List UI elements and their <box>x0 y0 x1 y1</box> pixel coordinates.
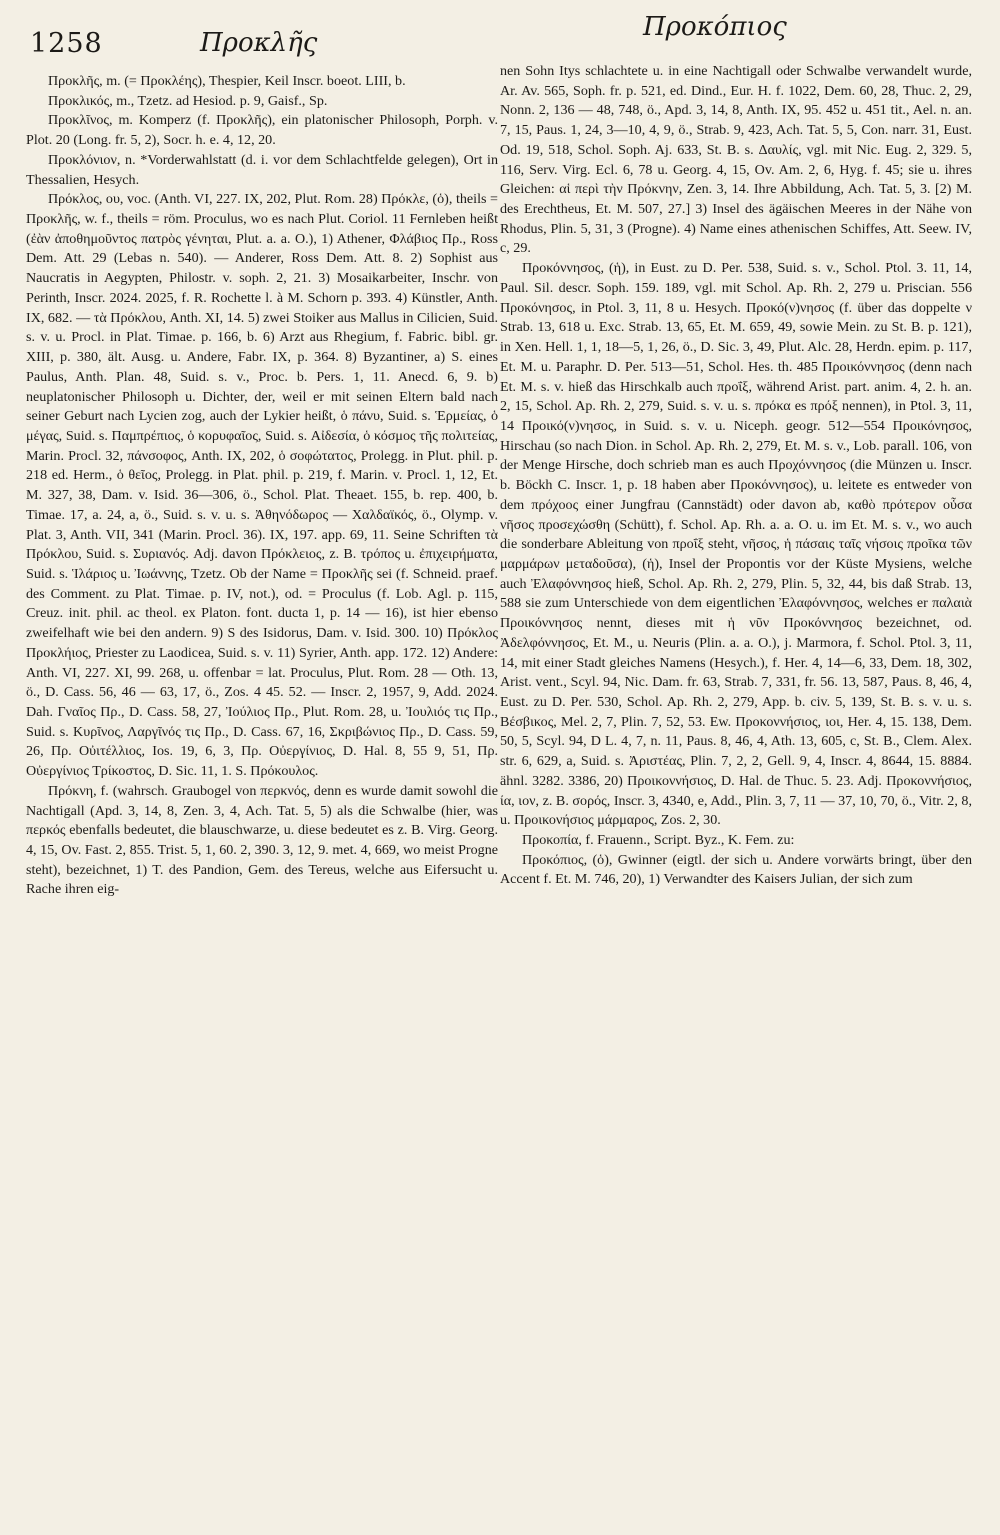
entry-proklis: Προκλῆς, m. (= Προκλέης), Thespier, Keil Inscr. boeot. LIII, b. <box>48 73 406 89</box>
left-column <box>26 72 498 900</box>
entry-prokne: Πρόκνη, f. (wahrsch. Graubogel von περκνός, denn es wurde damit sowohl die Nachtigall (Apd. 3, 14, 8, Zen. 3, 4, Ach. Tat. 5, 5) als die Schwalbe (hier, was περκός ebenfalls bedeutet, die blauschwarze, u. diese bedeutet es z. B. Virg. Georg. 4, 15, Ov. Fast. 2, 855. Trist. 5, 1, 60. 2, 390. 3, 12, 9. met. 4, 669, wo meist Progne steht), bezeichnet, 1) T. des Pandion, Gem. des Tereus, welche aus Eifersucht u. Rache ihren eig- <box>26 782 498 898</box>
right-column <box>500 62 972 890</box>
entry-prokne-continued: nen Sohn Itys schlachtete u. in eine Nachtigall oder Schwalbe verwandelt wurde, Ar. Av. 565, Soph. fr. p. 521, ed. Dind., Eur. H. f. 1022, Dem. 60, 28, Thuc. 2, 29, Nonn. 2, 136 — 48, 748, ö., Apd. 3, 14, 8, Anth. IX, 95. 452 u. 451 tit., Ael. n. an. 7, 15, Paus. 1, 24, 3—10, 4, 9, ö., Strab. 9, 423, Ach. Tat. 5, 5, Con. narr. 31, Eust. Od. 19, 518, Schol. Soph. Aj. 633, St. B. s. Δαυλίς, vgl. mit Nic. Eug. 2, 329. 5, 116, Serv. Virg. Ecl. 6, 78 u. Georg. 4, 15, Ov. Am. 2, 6, Hyg. f. 45; sie u. ihres Gleichen: αἱ περὶ τὴν Πρόκνην, Zen. 3, 14. Ihre Abbildung, Ach. Tat. 5, 3. [2) M. des Erechtheus, Et. M. 507, 27.] 3) Insel des ägäischen Meeres in der Nähe von Rhodus, Plin. 5, 31, 3 (Progne). 4) Name eines athenischen Schiffes, Att. Seew. IV, c, 29. <box>500 63 972 257</box>
entry-proklinos: Προκλῖνος, m. Komperz (f. Προκλῆς), ein platonischer Philosoph, Porph. v. Plot. 20 (Long. fr. 5, 2), Socr. h. e. 4, 12, 20. <box>26 112 498 149</box>
entry-prokopios: Προκόπιος, (ὁ), Gwinner (eigtl. der sich u. Andere vorwärts bringt, über den Accent f. Et. M. 746, 20), 1) Verwandter des Kaisers Julian, der sich zum <box>500 851 972 888</box>
page-header <box>0 12 1000 68</box>
entry-proklonion: Προκλόνιον, n. *Vorderwahlstatt (d. i. vor dem Schlachtfelde gelegen), Ort in Thessalien, Hesych. <box>26 151 498 188</box>
entry-proklos: Πρόκλος, ου, voc. (Anth. VI, 227. IX, 202, Plut. Rom. 28) Πρόκλε, (ὁ), theils = Προκλῆς, w. f., theils = röm. Proculus, wo es nach Plut. Coriol. 11 Fernleben heißt (ἐὰν ἀποθημοῦντος πατρὸς γένηται, Plut. a. a. O.), 1) Athener, Φλάβιος Πρ., Ross Dem. Att. 29 (Lebas n. 540). — Anderer, Ross Dem. Att. 8. 2) Sophist aus Naucratis in Aegypten, Philostr. v. soph. 2, 21. 3) Mosaikarbeiter, Inschr. von Perinth, Inscr. 2024. 2025, f. R. Rochette l. à M. Schorn p. 393. 4) Künstler, Anth. IX, 682. — τὰ Πρόκλου, Anth. XI, 14. 5) zwei Stoiker aus Mallus in Cilicien, Suid. s. v. u. Procl. in Plat. Timae. p. 166, b. 6) Arzt aus Rhegium, f. Fabric. bibl. gr. XIII, p. 380, ält. Ausg. u. Andere, Fabr. IX, p. 364. 8) Byzantiner, a) S. eines Paulus, Anth. Plan. 48, Suid. s. v., Proc. b. Pers. 1, 11. Anecd. 6, 9. b) neuplatonischer Philosoph u. Dichter, der, weil er mit seinen Eltern bald nach seiner Geburt nach Lycien zog, auch der Lykier heißt, ὁ πάνυ, Suid. s. Ἑρμείας, ὁ μέγας, Suid. s. Παμπρέπιος, ὁ κορυφαῖος, Suid. s. Αἰδεσία, ὁ κόσμος τῆς πολιτείας, Marin. Procl. 32, πάνσοφος, Anth. IX, 202, ὁ σοφώτατος, Prolegg. in Plut. phil. p. 218 ed. Herm., ὁ θεῖος, Prolegg. in Plat. phil. p. 219, f. Marin. v. Procl. 1, 12, Et. M. 327, 38, Dam. v. Isid. 36—306, ö., Schol. Plat. Theaet. 155, b. rep. 400, b. Timae. 17, a. 24, a, ö., Suid. s. v. u. s. Ἀθηνόδωρος — Χαλδαϊκός, ö., Olymp. v. Plat. 3, Anth. VII, 341 (Marin. Procl. 36). IX, 197. app. 69, 11. Seine Schriften τὰ Πρόκλου, Suid. s. Συριανός. Adj. davon Πρόκλειος, z. B. τρόπος u. ἐπιχειρήματα, Suid. s. Ἱλάριος u. Ἰωάννης, Tzetz. Ob der Name = Προκλῆς sei (f. Schneid. praef. des Comment. zu Plat. Timae. p. IV, not.), od. = Proculus (f. Lob. Agl. p. 115, Creuz. init. phil. ac theol. ex Platon. font. ducta 1, p. 14 — 16), ist hier ebenso zweifelhaft wie bei den andern. 9) S des Isidorus, Dam. v. Isid. 300. 10) Πρόκλος Προκλήιος, Priester zu Laodicea, Suid. s. v. 11) Syrier, Anth. app. 172. 12) Andere: Anth. VI, 227. XI, 99. 268, u. offenbar = lat. Proculus, Plut. Rom. 28 — Oth. 13, ö., D. Cass. 56, 46 — 63, 17, ö., Zos. 4 45. 52. — Inscr. 2, 1957, 9, Add. 2024. Dah. Γναῖος Πρ., D. Cass. 58, 27, Ἰούλιος Πρ., Plut. Rom. 28, u. Ἰουλιός τις Πρ., Suid. s. Κυρῖνος, Λαργῖνός τις Πρ., D. Cass. 67, 16, Σκριβώνιος Πρ., D. Cass. 59, 26, Πρ. Οὐιτέλλιος, Ios. 19, 6, 3, Πρ. Οὐεργίνιος, D. Hal. 8, 55 9, 51, Πρ. Οὐεργίνιος Τρίκοστος, D. Sic. 11, 1. S. Πρόκουλος. <box>26 191 498 780</box>
entry-prokopia: Προκοπία, f. Frauenn., Script. Byz., K. Fem. zu: <box>522 832 795 849</box>
right-running-head: Προκόπιος <box>643 12 787 42</box>
entry-proklikos: Προκλικός, m., Tzetz. ad Hesiod. p. 9, Gaisf., Sp. <box>48 92 328 109</box>
column-gutter <box>487 72 488 1512</box>
page-number: 1258 <box>30 28 103 59</box>
entry-prokonnesos: Προκόννησος, (ἡ), in Eust. zu D. Per. 538, Suid. s. v., Schol. Ptol. 3. 11, 14, Paul. Sil. descr. Soph. 159. 189, vgl. mit Schol. Ap. Rh. 2, 279 u. Priscian. 556 Προκόνησος, in Ptol. 3, 11, 8 u. Hesych. Προκό(ν)νησος (f. über das doppelte ν Strab. 13, 618 u. Exc. Strab. 13, 65, Et. M. 659, 49, sowie Mein. zu St. B. p. 121), in Xen. Hell. 1, 1, 18—5, 1, 26, ö., D. Sic. 3, 49, Plut. Alc. 28, Herdn. epim. p. 117, Et. M. u. Paraphr. D. Per. 513—51, Schol. Hes. th. 485 Προικόννησος (denn nach Et. M. s. v. hieß das Hirschkalb auch προΐξ, während Arist. part. anim. 4, 2. h. an. 2, 15, Schol. Ap. Rh. 2, 279, Suid. s. v. u. s. πρόκα es πρόξ nennen), in Ptol. 3, 11, 14 Προικό(ν)νησος, in Suid. s. v. u. Niceph. geogr. 512—554 Προικόνησος, Hirschau (so nach Dion. in Schol. Ap. Rh. 2, 279, Et. M. s. v., Lob. parall. 106, von der Menge Hirsche, doch schrieb man es auch Προχόννησος (die Münzen u. Inscr. b. Böckh C. Inscr. 1, p. 18 haben aber Προκόννησος), u. leitete es entweder von dem πρόχοος einer Jungfrau (Cannstädt) oder davon ab, καθὸ πρότερον οὖσα νῆσος προσεχώσθη (Schütt), f. Schol. Ap. Rh. a. a. O. u. im Et. M. s. v., wo auch die sonderbare Ableitung von προΐξ steht, νῆσος, ἡ πάσαις ταῖς νήσοις προῖκα τῶν μαρμάρων μεταδοῦσα), (ἡ), Insel der Propontis vor der Küste Mysiens, welche auch Ἐλαφόννησος hieß, Schol. Ap. Rh. 2, 279, Plin. 5, 32, 44, bis daß Strab. 13, 588 sie zum Unterschiede von dem eigentlichen Ἐλαφόννησος, welches er παλαιὰ Προικόννησος nennt, dieses mit ἡ νῦν Προκόννησος bezeichnet, od. Ἀδελφόννησος, Et. M., u. Neuris (Plin. a. a. O.), j. Marmora, f. Schol. Ptol. 3, 11, 14, mit einer Stadt gleiches Namens (Hesych.), f. Her. 4, 14—6, 33, Dem. 18, 302, Arist. vent., Scyl. 94, Nic. Dam. fr. 63, Strab. 7, 331, fr. 56. 13, 587, Paus. 8, 46, 4, Eust. zu D. Per. 530, Schol. Ap. Rh. 2, 279, App. b. civ. 5, 139, St. B. s. v. u. s. Βέσβικος, Mel. 2, 7, Plin. 7, 52, 53. Ew. Προκοννήσιος, ιοι, Her. 4, 15. 138, Dem. 50, 5, Scyl. 94, D L. 4, 7, n. 11, Paus. 8, 46, 4, Ath. 13, 605, c, St. B., Clem. Alex. str. 6, 629, a, Suid. s. Ἀριστέας, Plin. 7, 2, 2, Gell. 9, 4, Inscr. 4, 8644, 15. 8884. ähnl. 3282. 3386, 20) Προικοννήσιος, D. Hal. de Thuc. 5. 23. Adj. Προκοννήσιος, ία, ιον, z. B. σορός, Inscr. 3, 4340, e, Add., Plin. 3, 7, 11 — 37, 10, 70, ö., Vitr. 2, 8, u. Προικονήσιος μάρμαρος, Zos. 2, 30. <box>500 260 972 829</box>
left-running-head: Προκλῆς <box>200 28 318 58</box>
